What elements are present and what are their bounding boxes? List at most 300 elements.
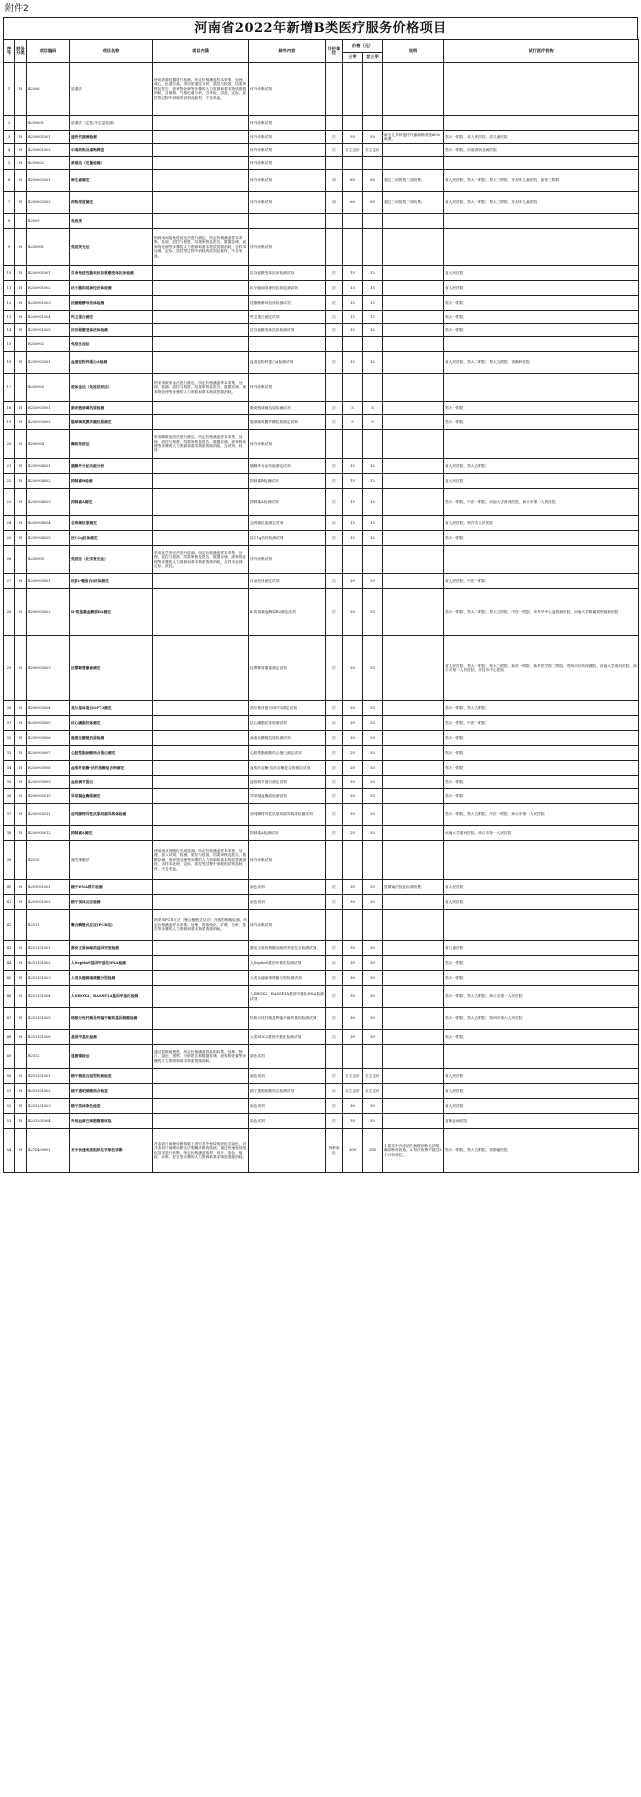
table-row — [4, 337, 639, 352]
cell-category: H — [15, 574, 27, 589]
cell-institutions: 郑大一附院 — [444, 1030, 639, 1045]
cell-institutions: 郑大一附院、郑大五附院 — [444, 701, 639, 716]
table-row — [4, 574, 639, 589]
cell-excluded: 染色试剂 — [249, 895, 326, 910]
cell-price-a: 30 — [343, 880, 363, 895]
table-row — [4, 516, 639, 531]
cell-seq: 21 — [4, 459, 15, 474]
cell-code: B250905002 — [27, 589, 70, 636]
cell-excluded: 前列腺特异性抗原同源异构体检测试剂 — [249, 804, 326, 826]
cell-unit: 次 — [326, 281, 343, 296]
table-row — [4, 474, 639, 489]
cell-content — [153, 895, 249, 910]
cell-category: H — [15, 157, 27, 170]
cell-price-b: 15 — [363, 324, 383, 337]
cell-code: B251101006 — [27, 1030, 70, 1045]
cell-code: B250905003 — [27, 636, 70, 701]
cell-code: B2509 — [27, 214, 70, 229]
cell-code: B250902 — [27, 337, 70, 352]
cell-content — [153, 459, 249, 474]
cell-seq: 31 — [4, 716, 15, 731]
cell-code: B250905006 — [27, 731, 70, 746]
cell-unit: 次 — [326, 516, 343, 531]
cell-name: 术中快速免疫组织化学染色诊断 — [70, 1129, 153, 1173]
cell-category: H — [15, 776, 27, 789]
cell-code: B250901005 — [27, 324, 70, 337]
cell-excluded: 染色试剂 — [249, 1069, 326, 1084]
cell-institutions: 省人民医院 — [444, 1084, 639, 1099]
cell-excluded: 体外诊断试剂 — [249, 192, 326, 214]
cell-institutions — [444, 229, 639, 266]
cell-institutions: 郑大一附院 — [444, 731, 639, 746]
cell-code: B251201004 — [27, 1114, 70, 1129]
cell-unit: 次 — [326, 402, 343, 415]
cell-institutions: 郑大一附院、中医一附院 — [444, 716, 639, 731]
cell-price-a — [343, 157, 363, 170]
cell-price-a — [343, 430, 363, 459]
cell-category: H — [15, 144, 27, 157]
cell-institutions: 省人民医院、郑大一附院、郑大三附院、开封市儿童医院、新医三附院 — [444, 170, 639, 192]
cell-price-b: 30 — [363, 1030, 383, 1045]
cell-price-a — [343, 229, 363, 266]
cell-institutions: 省人民医院、郑大一附院、郑大三附院、开封市儿童医院 — [444, 192, 639, 214]
cell-unit: 次 — [326, 804, 343, 826]
cell-seq: 44 — [4, 956, 15, 971]
cell-note — [383, 731, 444, 746]
cell-code: B250903002 — [27, 415, 70, 430]
cell-excluded: 抑制素B检测试剂 — [249, 474, 326, 489]
cell-category: H — [15, 636, 27, 701]
cell-code: B250801002 — [27, 144, 70, 157]
cell-seq: 50 — [4, 1069, 15, 1084]
cell-name: 精子活体染色检查 — [70, 1099, 153, 1114]
cell-name: 聚合酶链式反应(PCR法) — [70, 910, 153, 941]
cell-content — [153, 296, 249, 311]
cell-name: 酶联免疫法 — [70, 430, 153, 459]
cell-seq: 53 — [4, 1114, 15, 1129]
cell-excluded: 体外诊断试剂 — [249, 63, 326, 116]
cell-unit: 次 — [326, 971, 343, 986]
cell-price-b: 20 — [363, 776, 383, 789]
cell-note — [383, 324, 444, 337]
table-row — [4, 116, 639, 131]
cell-excluded: 体外诊断试剂 — [249, 430, 326, 459]
cell-unit: 次 — [326, 941, 343, 956]
cell-content — [153, 761, 249, 776]
cell-price-a — [343, 841, 363, 880]
cell-code: B251001002 — [27, 895, 70, 910]
cell-unit: 次 — [326, 589, 343, 636]
cell-price-b: 20 — [363, 574, 383, 589]
header-excluded: 除外内容 — [249, 40, 326, 63]
cell-name: 钙卫蛋白测定 — [70, 311, 153, 324]
cell-seq: 39 — [4, 841, 15, 880]
cell-category: H — [15, 402, 27, 415]
cell-category — [15, 546, 27, 574]
cell-price-b: 30 — [363, 1099, 383, 1114]
table-row — [4, 761, 639, 776]
cell-category: H — [15, 986, 27, 1008]
cell-unit: 次 — [326, 826, 343, 841]
cell-unit: 次 — [326, 415, 343, 430]
cell-name: 肺炎链球菌抗原检测 — [70, 402, 153, 415]
table-row — [4, 1069, 639, 1084]
cell-category — [15, 841, 27, 880]
cell-unit — [326, 430, 343, 459]
cell-content — [153, 701, 249, 716]
cell-price-a: 15 — [343, 324, 363, 337]
cell-excluded: 血清淀粉样蛋白A检测试剂 — [249, 352, 326, 374]
cell-content — [153, 516, 249, 531]
cell-code: B251101004 — [27, 986, 70, 1008]
cell-content: 指利用间接免疫荧光法进行测定。所定价格涵盖样本采集、处理、质控与校准、结果审核及报告、数据存储、废弃物处理等步骤的人力资源和基本物质资源消耗，含样本处理、定标、质控等过程中消耗的试剂及耗材，不含采血。 — [153, 229, 249, 266]
cell-seq: 14 — [4, 324, 15, 337]
cell-institutions: 郑大一附院 — [444, 746, 639, 761]
cell-name: 肺炎支原体耐药基因突变检测 — [70, 941, 153, 956]
cell-institutions: 省人民医院、郑大二附院、郑大五附院、省胸科医院 — [444, 352, 639, 374]
cell-code: B250905008 — [27, 761, 70, 776]
cell-content — [153, 1008, 249, 1030]
cell-name: 流式细胞法 — [70, 841, 153, 880]
table-row — [4, 636, 639, 701]
cell-price-b: 15 — [363, 459, 383, 474]
cell-seq: 2 — [4, 116, 15, 131]
cell-content: 使用流式细胞仪完成检测。所定价格涵盖样本采集、处理、加入试剂，检测，质控与校准，结果审核及报告，数据存储，废弃物处理等步骤的人力资源和基本物质资源消耗，含样本处理、定标、质控等过程中消耗的试剂及耗材，不含采血。 — [153, 841, 249, 880]
table-row — [4, 804, 639, 826]
cell-category: H — [15, 531, 27, 546]
cell-category — [15, 337, 27, 352]
table-row — [4, 402, 639, 415]
cell-price-a: 30 — [343, 895, 363, 910]
cell-note — [383, 776, 444, 789]
cell-code: B250904001 — [27, 459, 70, 474]
cell-price-a: 20 — [343, 804, 363, 826]
cell-code: B250901004 — [27, 311, 70, 324]
table-row — [4, 296, 639, 311]
cell-content — [153, 986, 249, 1008]
cell-name: 药物浓度测定 — [70, 192, 153, 214]
cell-unit: 次 — [326, 1099, 343, 1114]
cell-note — [383, 374, 444, 402]
cell-note — [383, 841, 444, 880]
cell-institutions — [444, 337, 639, 352]
cell-price-b: 15 — [363, 352, 383, 374]
cell-seq: 40 — [4, 880, 15, 895]
cell-code: B250904004 — [27, 516, 70, 531]
cell-excluded: 体外诊断试剂 — [249, 229, 326, 266]
table-row — [4, 281, 639, 296]
cell-name: 血浆纤溶酶-抗纤溶酶复合物测定 — [70, 761, 153, 776]
cell-price-a: 20 — [343, 746, 363, 761]
cell-content — [153, 789, 249, 804]
cell-price-a — [343, 337, 363, 352]
cell-seq: 33 — [4, 746, 15, 761]
cell-note — [383, 574, 444, 589]
cell-institutions: 郑大一附院、郑大五附院、中医一附院、商丘市第一人民医院 — [444, 804, 639, 826]
attachment-label: 附件2 — [5, 4, 29, 14]
cell-note — [383, 761, 444, 776]
header-content: 项目内涵 — [153, 40, 249, 63]
cell-institutions: 省人民医院 — [444, 266, 639, 281]
cell-institutions — [444, 157, 639, 170]
table-row — [4, 1129, 639, 1173]
cell-note — [383, 910, 444, 941]
cell-seq: 15 — [4, 337, 15, 352]
cell-seq: 19 — [4, 415, 15, 430]
cell-institutions: 郑大一附院 — [444, 296, 639, 311]
header-institutions: 试行医疗机构 — [444, 40, 639, 63]
cell-name: 免疫法（化学发光法） — [70, 546, 153, 574]
table-row — [4, 826, 639, 841]
cell-name: 隐球菌荚膜多糖抗原测定 — [70, 415, 153, 430]
cell-seq: 46 — [4, 986, 15, 1008]
cell-seq: 3 — [4, 131, 15, 144]
cell-seq: 28 — [4, 589, 15, 636]
cell-code: B250905010 — [27, 789, 70, 804]
cell-unit — [326, 1045, 343, 1069]
cell-price-a: 15 — [343, 474, 363, 489]
cell-content — [153, 804, 249, 826]
header-price-a: 三甲 — [343, 53, 363, 63]
cell-price-b: 20 — [363, 826, 383, 841]
cell-note — [383, 157, 444, 170]
cell-excluded: 人类头瘤病毒核酸分型检测试剂 — [249, 971, 326, 986]
table-row — [4, 63, 639, 116]
cell-content: 指采用胶体金法进行测定。所定价格涵盖样本采集、处理、检测、质控与校准、结果审核及报告、数据存储、废弃物处理等步骤的人力资源和基本物质资源消耗。 — [153, 374, 249, 402]
cell-name: 外周血淋巴细胞微核试验 — [70, 1114, 153, 1129]
cell-seq: 22 — [4, 474, 15, 489]
cell-unit — [326, 157, 343, 170]
cell-price-a: 5 — [343, 402, 363, 415]
cell-unit: 次 — [326, 956, 343, 971]
cell-institutions: 郑大一附院、郑大五附院、省肿瘤医院 — [444, 1129, 639, 1173]
cell-name: 前列腺特异性抗原同源异构体检测 — [70, 804, 153, 826]
cell-note — [383, 459, 444, 474]
cell-institutions: 省人民医院、焦作市人民医院 — [444, 516, 639, 531]
cell-name: 抗β2-糖蛋白I抗体测定 — [70, 574, 153, 589]
cell-seq: 25 — [4, 531, 15, 546]
cell-content — [153, 311, 249, 324]
cell-excluded: 体外诊断试剂 — [249, 144, 326, 157]
cell-excluded: Ⅱ-羧基凝血酶原B2测定试剂 — [249, 589, 326, 636]
cell-price-b: 15 — [363, 296, 383, 311]
cell-content — [153, 489, 249, 516]
cell-note — [383, 1008, 444, 1030]
cell-content — [153, 402, 249, 415]
cell-seq: 54 — [4, 1129, 15, 1173]
cell-note — [383, 144, 444, 157]
cell-price-b — [363, 116, 383, 131]
cell-institutions: 郑大一附院 — [444, 956, 639, 971]
cell-name: 免疫类 — [70, 214, 153, 229]
cell-price-b — [363, 214, 383, 229]
cell-category: H — [15, 1084, 27, 1099]
cell-category: H — [15, 324, 27, 337]
cell-excluded: 体外诊断试剂 — [249, 841, 326, 880]
cell-note — [383, 746, 444, 761]
header-name: 项目名称 — [70, 40, 153, 63]
cell-content — [153, 971, 249, 986]
cell-price-b — [363, 430, 383, 459]
table-row — [4, 229, 639, 266]
cell-category: H — [15, 941, 27, 956]
cell-excluded: 人类SDC2基因甲基化检测试剂 — [249, 1030, 326, 1045]
cell-code: B250801001 — [27, 131, 70, 144]
cell-institutions — [444, 116, 639, 131]
cell-price-a: 自主定价 — [343, 1069, 363, 1084]
cell-code: B251201003 — [27, 1099, 70, 1114]
cell-unit — [326, 116, 343, 131]
cell-note — [383, 1099, 444, 1114]
cell-category: H — [15, 281, 27, 296]
cell-excluded: 抗小脑和视神经抗体检测试剂 — [249, 281, 326, 296]
cell-excluded: 人Septin9基因甲基化检测试剂 — [249, 956, 326, 971]
cell-category: H — [15, 1008, 27, 1030]
cell-price-b: 30 — [363, 1114, 383, 1129]
cell-unit: 次 — [326, 352, 343, 374]
cell-seq: 27 — [4, 574, 15, 589]
cell-content: 采用酶联免疫法进行测定。所定价格涵盖样本采集、处理、质控与校准、结果审核及报告、数据存储、废弃物处理等步骤的人力资源和基本物质资源消耗，含试剂、耗材。 — [153, 430, 249, 459]
cell-note — [383, 971, 444, 986]
cell-seq: 1 — [4, 63, 15, 116]
cell-code: B250904005 — [27, 531, 70, 546]
cell-price-b: 60 — [363, 192, 383, 214]
cell-institutions: 郑大一附院、河南省职业病医院 — [444, 144, 639, 157]
cell-content — [153, 1084, 249, 1099]
cell-seq: 17 — [4, 374, 15, 402]
table-row — [4, 192, 639, 214]
cell-institutions: 郑大一附院 — [444, 324, 639, 337]
cell-code: B250905009 — [27, 776, 70, 789]
cell-price-a: 15 — [343, 296, 363, 311]
cell-excluded: 抑制素A检测试剂 — [249, 826, 326, 841]
cell-institutions: 省人民医院、中医一附院 — [444, 574, 639, 589]
cell-institutions — [444, 1045, 639, 1069]
table-row — [4, 546, 639, 574]
cell-code: B250905 — [27, 546, 70, 574]
cell-seq: 37 — [4, 804, 15, 826]
cell-note — [383, 489, 444, 516]
cell-note — [383, 716, 444, 731]
cell-institutions — [444, 374, 639, 402]
cell-unit: 次 — [326, 311, 343, 324]
cell-price-a: 20 — [343, 789, 363, 804]
cell-excluded: 体外诊断试剂 — [249, 131, 326, 144]
cell-price-a — [343, 374, 363, 402]
cell-category — [15, 374, 27, 402]
cell-content: 通过显微镜观察，所定价格涵盖样品的收集、处理、制片、染色、观察、分析报告和数据存储、废弃物处置等步骤的人力资源和基本物质资源消耗。 — [153, 1045, 249, 1069]
cell-code: B2510 — [27, 841, 70, 880]
cell-institutions: 郑大一附院、省人民医院、省儿童医院 — [444, 131, 639, 144]
cell-seq: 35 — [4, 776, 15, 789]
cell-seq: 8 — [4, 214, 15, 229]
table-row — [4, 716, 639, 731]
cell-unit: 项 — [326, 192, 343, 214]
header-category: 财务分类 — [15, 40, 27, 63]
cell-price-b: 285 — [363, 1129, 383, 1173]
cell-category: H — [15, 430, 27, 459]
cell-price-b: 30 — [363, 1008, 383, 1030]
cell-seq: 5 — [4, 157, 15, 170]
cell-seq: 29 — [4, 636, 15, 701]
cell-note — [383, 296, 444, 311]
cell-institutions: 郑大一附院 — [444, 402, 639, 415]
cell-name: 抑制素A测定 — [70, 489, 153, 516]
cell-excluded: 抗C1q抗体检测试剂 — [249, 531, 326, 546]
cell-price-b: 5 — [363, 415, 383, 430]
cell-excluded: 心脏型脂肪酸结合蛋白测定试剂 — [249, 746, 326, 761]
cell-price-a: 20 — [343, 716, 363, 731]
cell-price-a: 15 — [343, 266, 363, 281]
cell-unit: 次 — [326, 716, 343, 731]
cell-name: 精子核蛋白组型转换检查 — [70, 1069, 153, 1084]
table-body — [4, 63, 639, 1173]
cell-price-b: 20 — [363, 636, 383, 701]
cell-unit: 次 — [326, 789, 343, 804]
table-row — [4, 1084, 639, 1099]
cell-name: 结核分枝杆菌及利福平耐药基因核酸检测 — [70, 1008, 153, 1030]
cell-name: 血栓调节蛋白 — [70, 776, 153, 789]
cell-note — [383, 1084, 444, 1099]
cell-price-a — [343, 63, 363, 116]
cell-excluded: 抗缪勒管激素测定试剂 — [249, 636, 326, 701]
cell-price-b: 20 — [363, 761, 383, 776]
cell-price-b — [363, 337, 383, 352]
cell-note — [383, 214, 444, 229]
cell-excluded: 精子透明质酸结合检测试剂 — [249, 1084, 326, 1099]
cell-content — [153, 636, 249, 701]
table-row — [4, 131, 639, 144]
cell-unit: 次 — [326, 1084, 343, 1099]
cell-note — [383, 63, 444, 116]
cell-category: H — [15, 170, 27, 192]
cell-unit: 次 — [326, 746, 343, 761]
cell-institutions: 郑大一附院、中医一附院、河南大学淮河医院、商丘市第一人民医院 — [444, 489, 639, 516]
cell-content — [153, 192, 249, 214]
cell-category — [15, 1045, 27, 1069]
cell-excluded: 肺炎支原体核酸及耐药突变位点检测试剂 — [249, 941, 326, 956]
cell-price-b: 30 — [363, 971, 383, 986]
cell-excluded: 体外诊断试剂 — [249, 116, 326, 131]
cell-code: B270400001 — [27, 1129, 70, 1173]
cell-seq: 23 — [4, 489, 15, 516]
cell-price-a — [343, 546, 363, 574]
cell-seq: 18 — [4, 402, 15, 415]
cell-institutions: 省人民医院 — [444, 474, 639, 489]
cell-price-b: 15 — [363, 266, 383, 281]
table-row — [4, 1045, 639, 1069]
cell-price-a: 60 — [343, 192, 363, 214]
cell-excluded: 体外诊断试剂 — [249, 157, 326, 170]
cell-excluded: 结核分枝杆菌及利福平耐药基因检测试剂 — [249, 1008, 326, 1030]
cell-content — [153, 1099, 249, 1114]
cell-code: B250905007 — [27, 746, 70, 761]
cell-seq: 26 — [4, 546, 15, 574]
cell-content — [153, 880, 249, 895]
table-row — [4, 986, 639, 1008]
cell-unit: 次 — [326, 986, 343, 1008]
cell-note — [383, 804, 444, 826]
cell-price-b — [363, 546, 383, 574]
cell-note: 超过三项的按三项收费。 — [383, 192, 444, 214]
cell-unit: 次 — [326, 880, 343, 895]
cell-note — [383, 986, 444, 1008]
cell-category: H — [15, 1030, 27, 1045]
cell-excluded — [249, 1129, 326, 1173]
cell-code: B250901002 — [27, 281, 70, 296]
cell-code: B250802002 — [27, 192, 70, 214]
cell-institutions: 河南大学淮河医院、商丘市第一人民医院 — [444, 826, 639, 841]
